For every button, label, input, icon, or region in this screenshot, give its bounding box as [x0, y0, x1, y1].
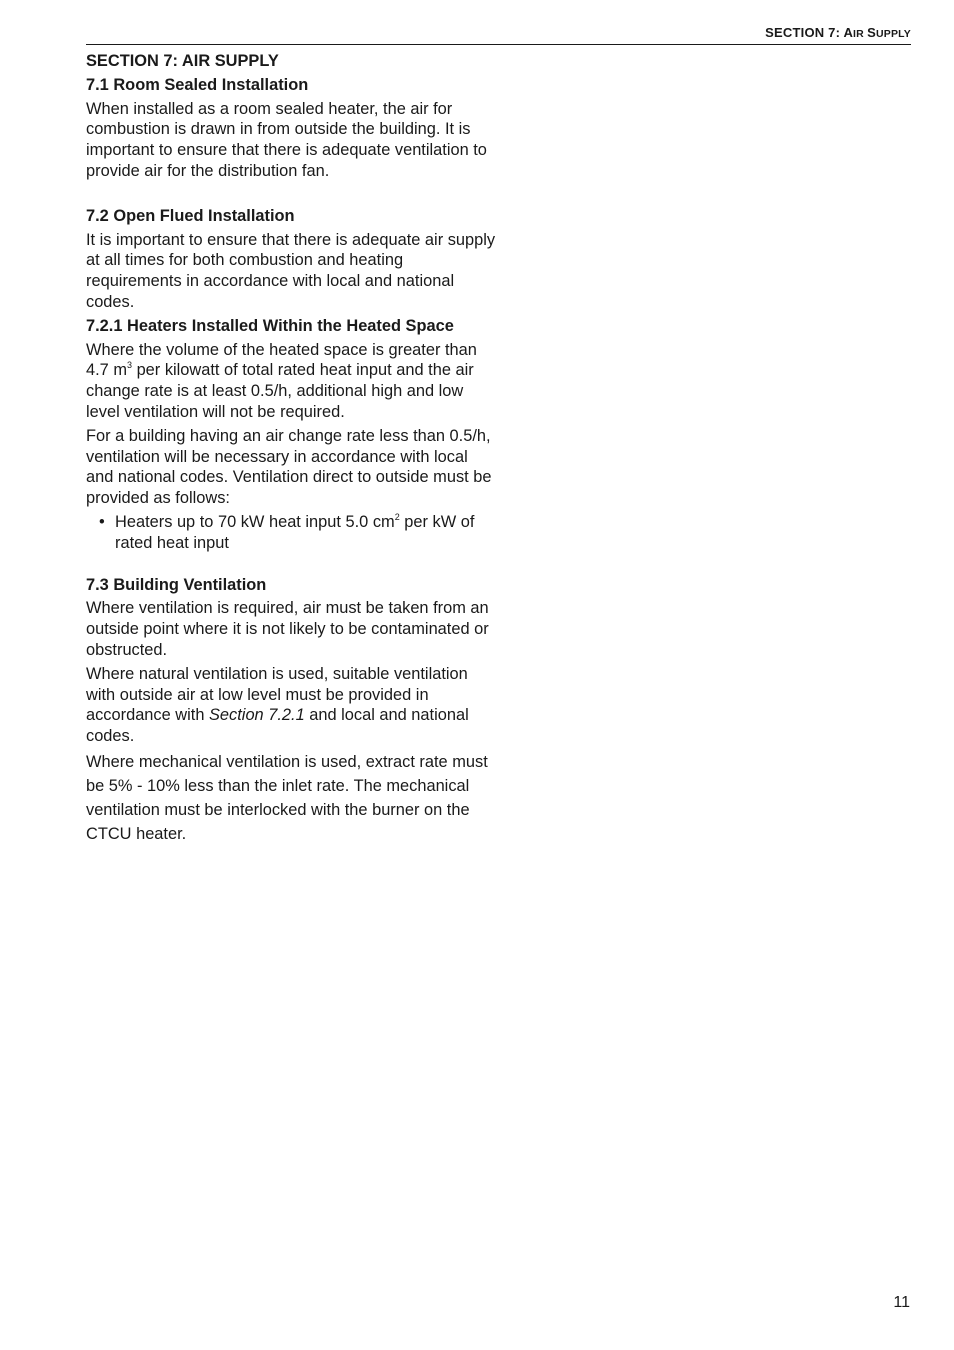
- paragraph-7-3-c: Where mechanical ventilation is used, extract rate must be 5% - 10% less than the inlet rate. The mechanical ventilation must be interlocked with the burner on the CTCU heater.: [86, 752, 488, 843]
- paragraph-7-2: It is important to ensure that there is adequate air supply at all times for both combustion and heating requirements in accordance with local and national codes.: [86, 230, 496, 311]
- paragraph-7-3-b-start: Where natural ventilation is used, suitable ventilation with outside air at low level must be provided in accordance with: [86, 664, 468, 725]
- ventilation-list: [86, 512, 496, 554]
- superscript-cubed: 3: [127, 360, 133, 371]
- list-item-end: per kW of rated heat input: [115, 512, 475, 552]
- paragraph-7-3-b: [86, 664, 496, 747]
- spacer: [86, 185, 496, 206]
- list-item: [86, 512, 496, 554]
- spacer: [86, 554, 496, 575]
- running-header-cap-s: S: [867, 25, 876, 40]
- list-item-start: Heaters up to 70 kW heat input 5.0 cm: [115, 512, 395, 531]
- bullet-icon: •: [99, 512, 105, 531]
- superscript-squared: 2: [394, 511, 400, 522]
- paragraph-7-3-a: Where ventilation is required, air must be taken from an outside point where it is not likely to be contaminated or obstructed.: [86, 599, 489, 659]
- paragraph-7-2-1-a-start: Where the volume of the heated space is greater than 4.7 m: [86, 340, 477, 380]
- paragraph-7-1: When installed as a room sealed heater, the air for combustion is drawn in from outside the building. It is important to ensure that there is adequate ventilation to provide air for the distribution fan.: [86, 99, 487, 180]
- heading-7-2-1: 7.2.1 Heaters Installed Within the Heated Space: [86, 316, 454, 335]
- running-header-small-upply: UPPLY: [875, 28, 911, 40]
- paragraph-7-2-1-b: For a building having an air change rate less than 0.5/h, ventilation will be necessary in accordance with local and national codes. Ventilation direct to outside must be provided as follows:: [86, 426, 492, 508]
- running-header-prefix: SECTION 7:: [765, 25, 844, 40]
- section-reference: Section 7.2.1: [209, 706, 305, 725]
- main-column: [86, 51, 496, 849]
- heading-7-1: 7.1 Room Sealed Installation: [86, 75, 309, 94]
- running-header-cap-a: A: [843, 25, 854, 40]
- heading-7-3: 7.3 Building Ventilation: [86, 575, 267, 594]
- running-header: [765, 25, 911, 40]
- header-rule: [86, 44, 911, 45]
- paragraph-7-2-1-a: [86, 340, 496, 423]
- page-number: 11: [893, 1294, 910, 1311]
- section-title: SECTION 7: AIR SUPPLY: [86, 52, 279, 70]
- paragraph-7-3-b-end: and local and national codes.: [86, 706, 469, 746]
- running-header-small-ir: IR: [853, 28, 868, 40]
- heading-7-2: 7.2 Open Flued Installation: [86, 206, 295, 225]
- paragraph-7-2-1-a-end: per kilowatt of total rated heat input and the air change rate is at least 0.5/h, additional high and low level ventilation will not be required.: [86, 361, 474, 421]
